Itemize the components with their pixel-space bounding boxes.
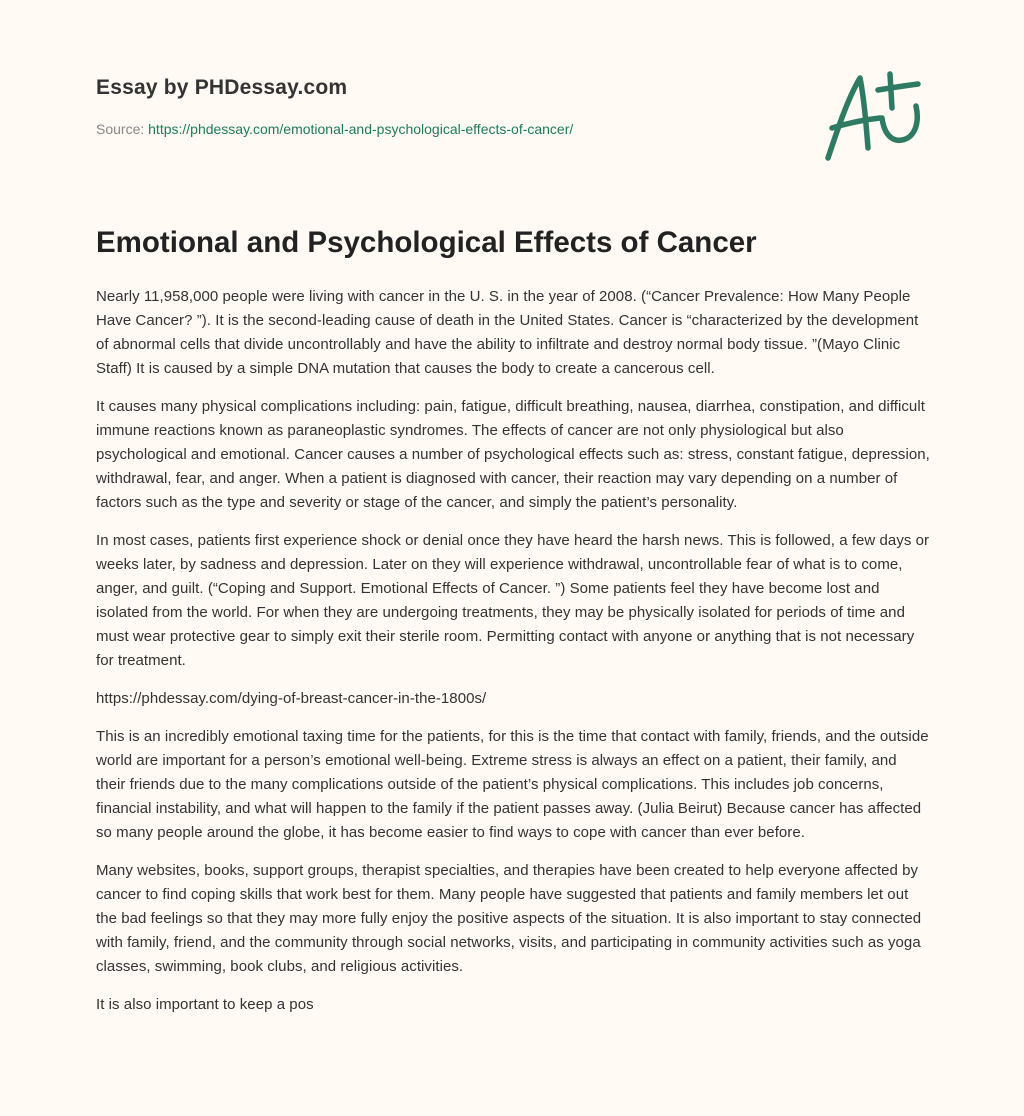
paragraph: This is an incredibly emotional taxing time for the patients, for this is the time that contact with family, friends, and the outside world are important for a person’s emotional well-being. Extreme stress is always an effect on a patient, their family, and their friends due to the many complications outside of the patient’s physical complications. This includes job concerns, financial instability, and what will happen to the family if the patient passes away. (Julia Beirut) Because cancer has affected so many people around the globe, it has become easier to find ways to cope with cancer than ever before. (96, 728, 929, 841)
paragraph: Nearly 11,958,000 people were living with cancer in the U. S. in the year of 2008. (“Cancer Prevalence: How Many People Have Cancer? ”). It is the second-leading cause of death in the United States. Cancer is “characterized by the development of abnormal cells that divide uncontrollably and have the ability to infiltrate and destroy normal body tissue. ”(Mayo Clinic Staff) It is caused by a simple DNA mutation that causes the body to create a cancerous cell. (96, 288, 919, 377)
source-line (96, 121, 928, 137)
article-body (96, 285, 930, 1031)
a-plus-logo-icon (820, 68, 930, 164)
site-title: Essay by PHDessay.com (96, 76, 348, 99)
paragraph: Many websites, books, support groups, therapist specialties, and therapies have been created to help everyone affected by cancer to find coping skills that work best for them. Many people have suggested that patients and family members let out the bad feelings so that they may more fully enjoy the positive aspects of the situation. It is also important to stay connected with family, friend, and the community through social networks, visits, and participating in community activities such as yoga classes, swimming, book clubs, and religious activities. (96, 862, 922, 975)
source-label: Source: (96, 121, 145, 137)
page-header (96, 76, 928, 137)
paragraph: In most cases, patients first experience shock or denial once they have heard the harsh news. This is followed, a few days or weeks later, by sadness and depression. Later on they will experience withdrawal, uncontrollable fear of what is to come, anger, and guilt. (“Coping and Support. Emotional Effects of Cancer. ”) Some patients feel they have become lost and isolated from the world. For when they are undergoing treatments, they may be physically isolated for periods of time and must wear protective gear to simply exit their sterile room. Permitting contact with anyone or anything that is not necessary for treatment. (96, 532, 930, 669)
paragraph-truncated: It is also important to keep a pos (96, 996, 314, 1013)
source-link[interactable]: https://phdessay.com/emotional-and-psychological-effects-of-cancer/ (148, 121, 574, 137)
related-link[interactable]: https://phdessay.com/dying-of-breast-cancer-in-the-1800s/ (96, 690, 487, 707)
paragraph: It causes many physical complications including: pain, fatigue, difficult breathing, nausea, diarrhea, constipation, and difficult immune reactions known as paraneoplastic syndromes. The effects of cancer are not only physiological but also psychological and emotional. Cancer causes a number of psychological effects such as: stress, constant fatigue, depression, withdrawal, fear, and anger. When a patient is diagnosed with cancer, their reaction may vary depending on a number of factors such as the type and severity or stage of the cancer, and simply the patient’s personality. (96, 398, 930, 511)
article-title: Emotional and Psychological Effects of Cancer (96, 226, 757, 259)
